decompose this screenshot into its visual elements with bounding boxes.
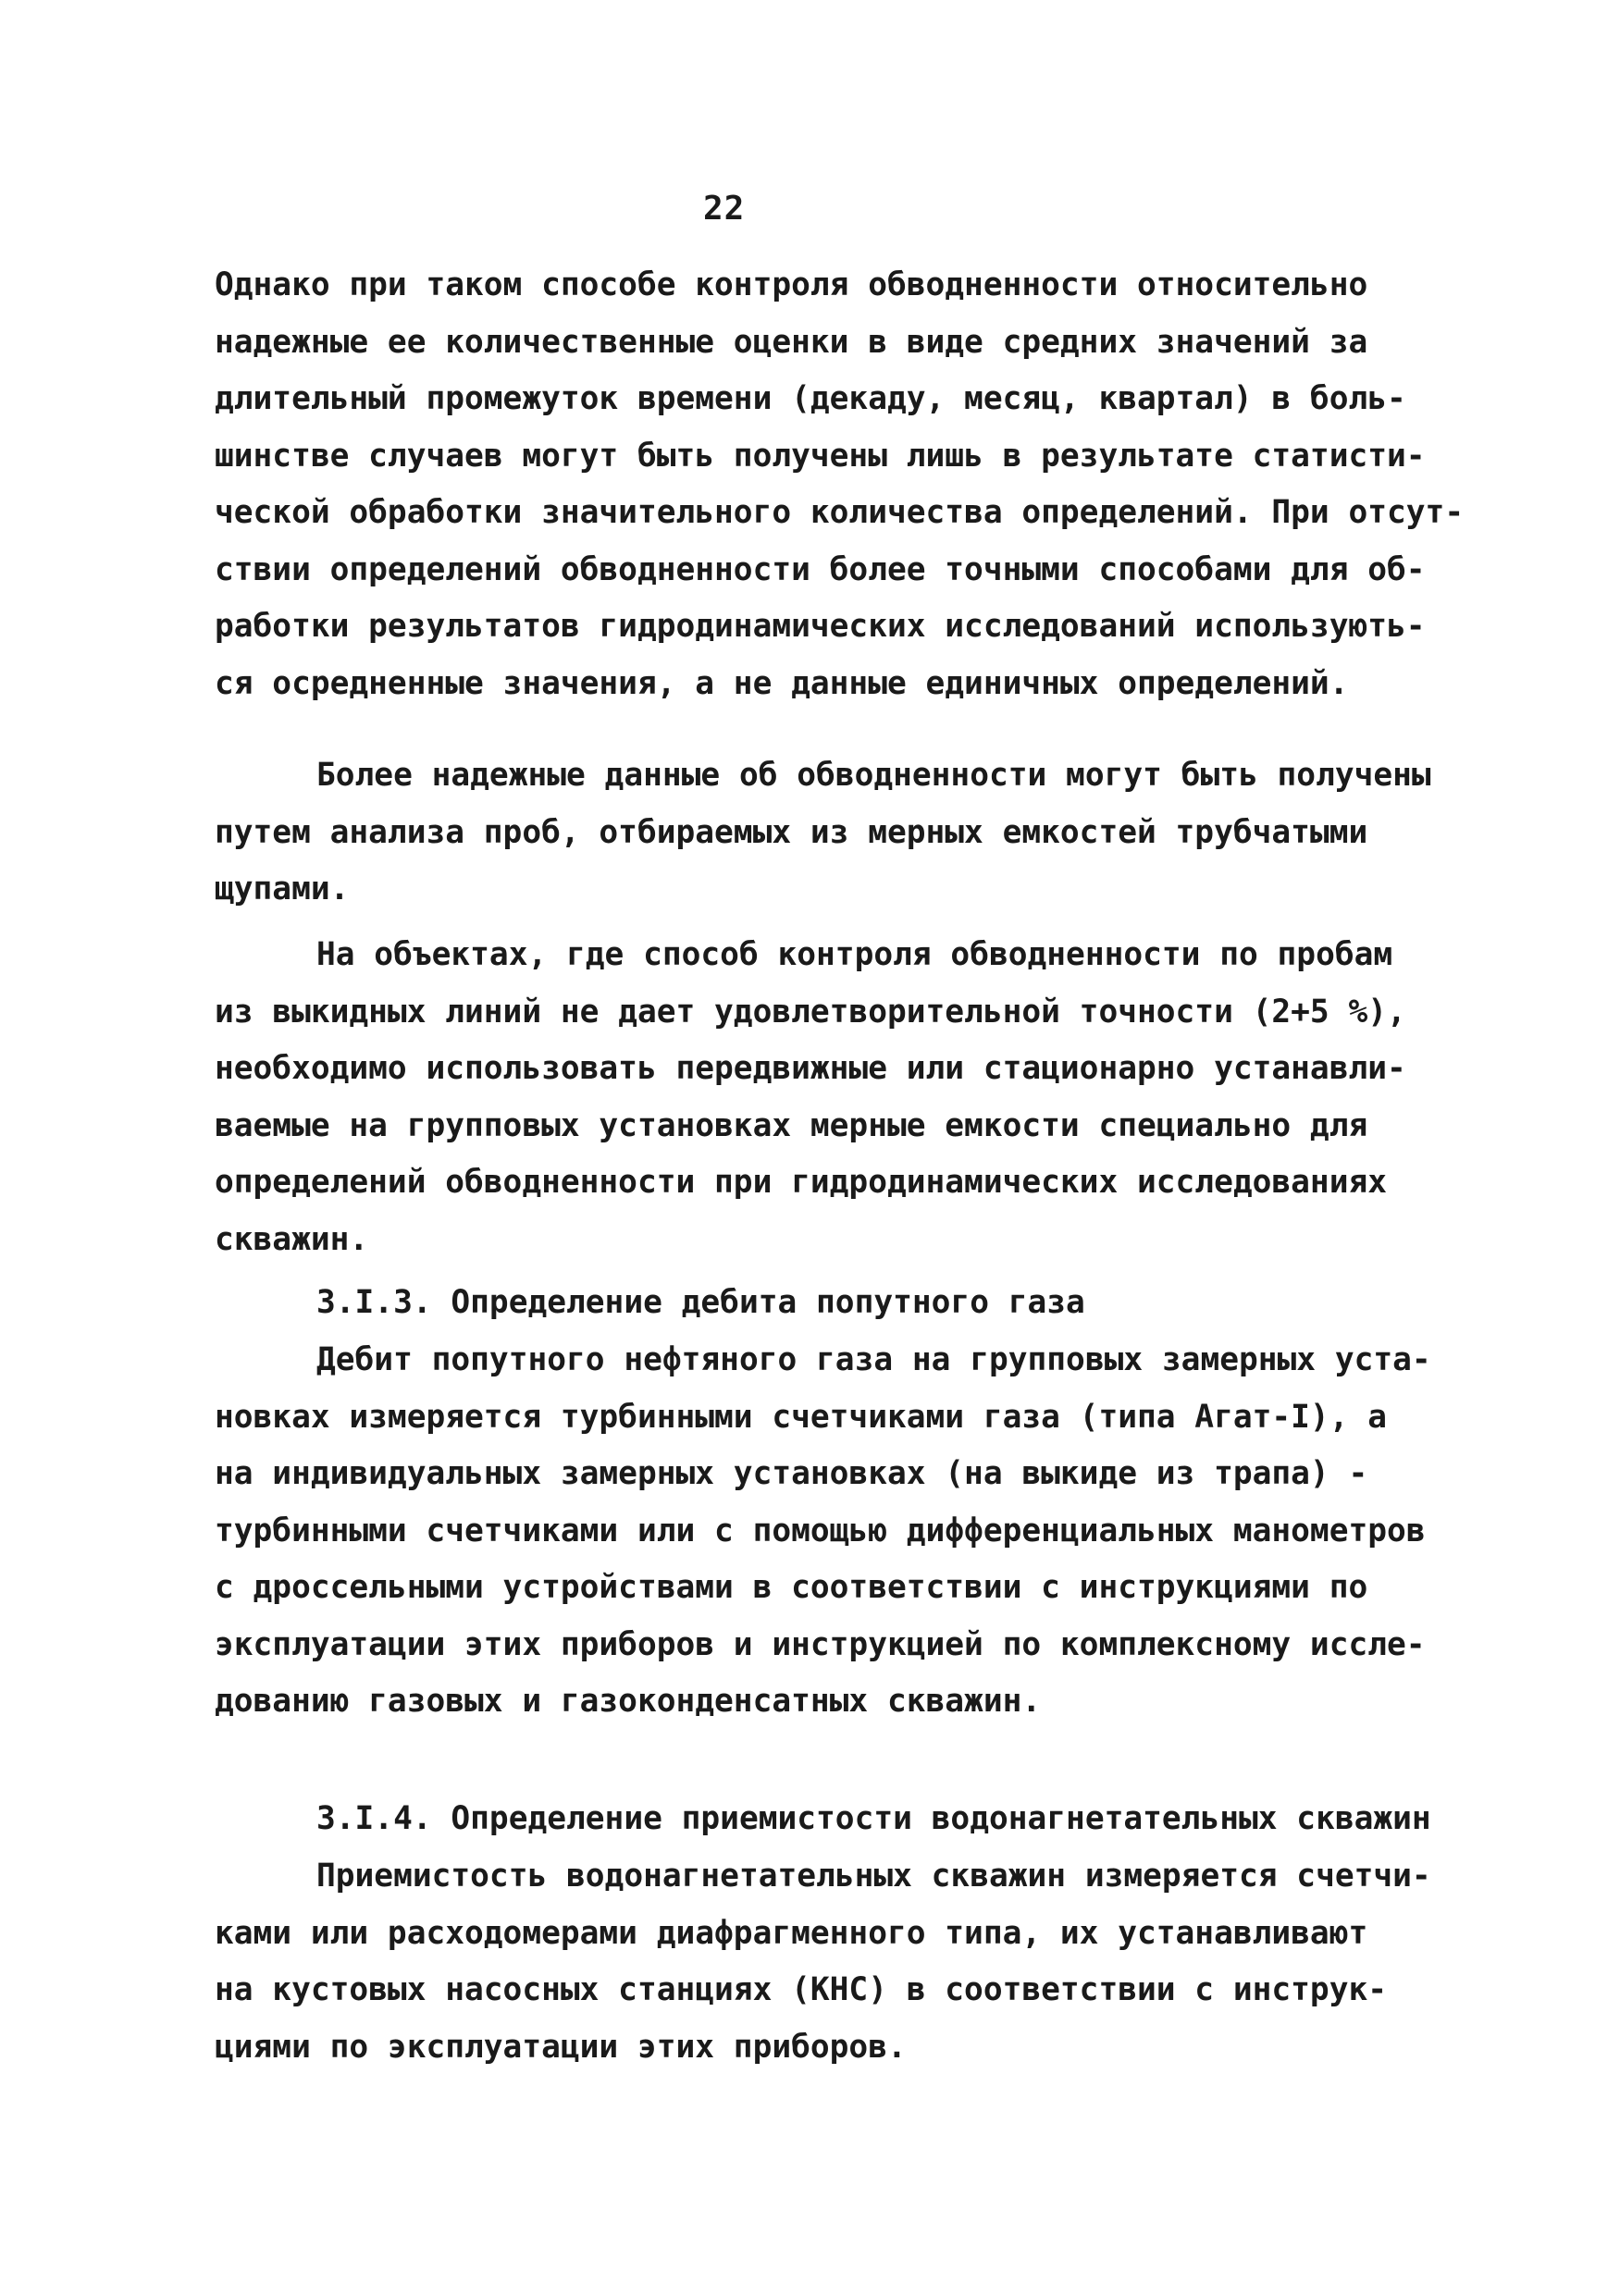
text-line: путем анализа проб, отбираемых из мерных емкостей трубчатыми [215,813,1368,851]
text-line: ками или расходомерами диафрагменного типа, их устанавливают [215,1914,1368,1952]
section-heading: 3.I.3. Определение дебита попутного газа [316,1284,1085,1321]
text-line: определений обводненности при гидродинамических исследованиях [215,1164,1388,1201]
section-heading: 3.I.4. Определение приемистости водонагнетательных скважин [316,1800,1431,1837]
text-line: Более надежные данные об обводненности могут быть получены [316,757,1431,794]
paragraph-2 [215,747,1445,919]
text-line: необходимо использовать передвижные или стационарно устанавли- [215,1050,1406,1087]
text-line: надежные ее количественные оценки в виде средних значений за [215,323,1368,361]
text-line: Приемистость водонагнетательных скважин измеряется счетчи- [316,1858,1431,1895]
text-line: работки результатов гидродинамических исследований использують- [215,608,1426,645]
text-line: дованию газовых и газоконденсатных скважин. [215,1683,1042,1720]
paragraph-4 [215,1332,1445,1731]
text-line: ческой обработки значительного количества определений. При отсут- [215,494,1465,531]
text-line: Однако при таком способе контроля обводненности относительно [215,266,1368,303]
paragraph-1 [215,257,1465,712]
text-line: ваемые на групповых установках мерные емкости специально для [215,1106,1368,1144]
text-line: на индивидуальных замерных установках (на выкиде из трапа) - [215,1455,1368,1492]
section-heading-3-1-4 [215,1791,1445,1848]
section-heading-3-1-3 [215,1275,1445,1332]
text-line: На объектах, где способ контроля обводненности по пробам [316,936,1393,973]
text-line: ся осредненные значения, а не данные единичных определений. [215,664,1349,702]
text-line: циями по эксплуатации этих приборов. [215,2028,907,2066]
paragraph-5 [215,1848,1445,2076]
text-line: из выкидных линий не дает удовлетворительной точности (2+5 %), [215,993,1406,1031]
text-line: ствии определений обводненности более точными способами для об- [215,550,1426,588]
text-line: щупами. [215,870,350,907]
text-line: эксплуатации этих приборов и инструкцией по комплексному иссле- [215,1625,1426,1663]
paragraph-3 [215,927,1445,1268]
text-line: на кустовых насосных станциях (КНС) в соответствии с инструк- [215,1971,1388,2008]
text-line: длительный промежуток времени (декаду, месяц, квартал) в боль- [215,380,1406,417]
text-line: новках измеряется турбинными счетчиками газа (типа Агат-I), а [215,1398,1388,1436]
text-line: Дебит попутного нефтяного газа на групповых замерных уста- [316,1341,1431,1378]
page-number: 22 [703,190,746,228]
text-line: шинстве случаев могут быть получены лишь в результате статисти- [215,437,1426,475]
text-line: турбинными счетчиками или с помощью дифференциальных манометров [215,1512,1426,1549]
text-line: скважин. [215,1220,369,1258]
text-line: с дроссельными устройствами в соответствии с инструкциями по [215,1569,1368,1606]
